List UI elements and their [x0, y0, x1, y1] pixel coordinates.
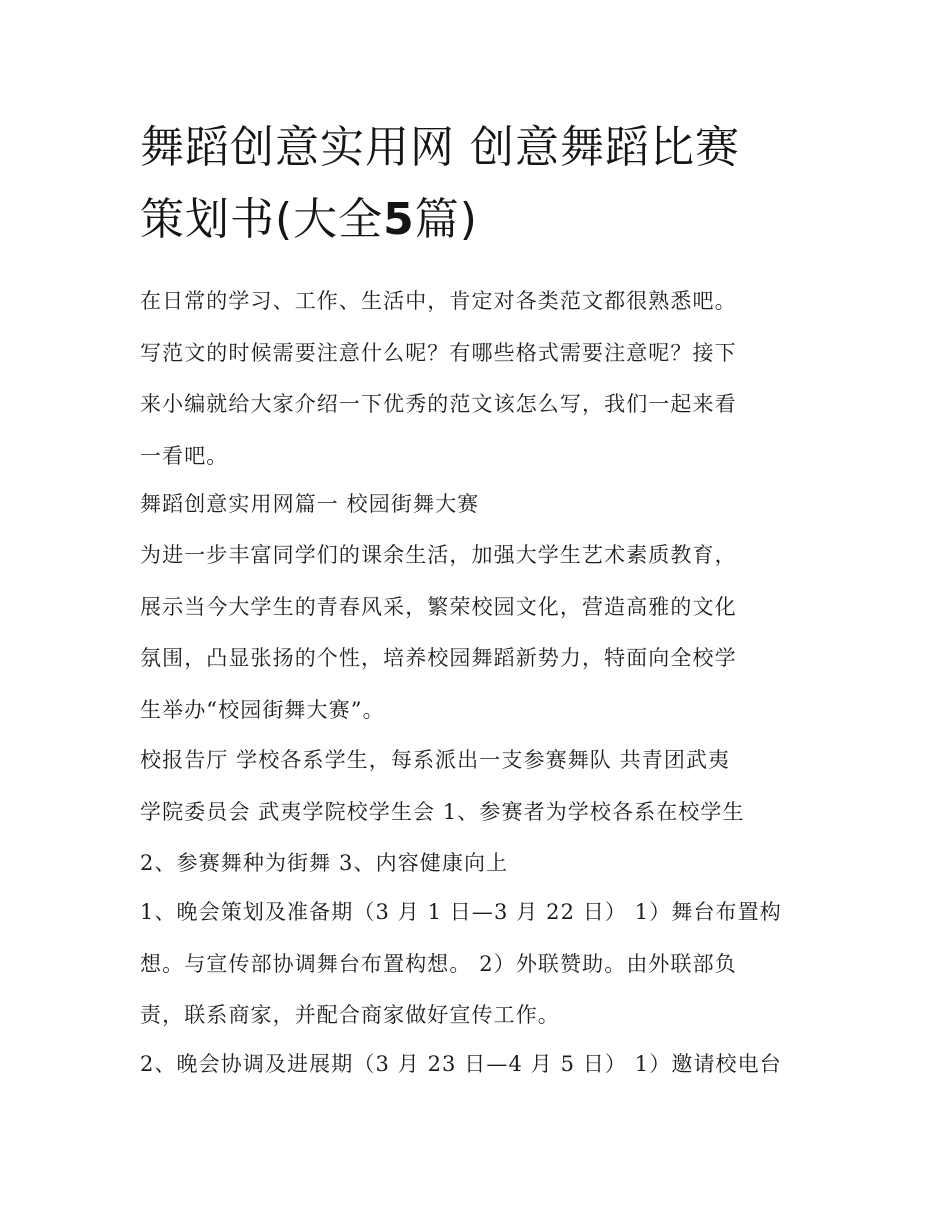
section-heading [140, 479, 830, 531]
section-heading-text: 舞蹈创意实用网篇一 校园街舞大赛 [140, 492, 480, 516]
organization-line: 学院委员会 武夷学院校学生会 1、参赛者为学校各系在校学生 [140, 799, 745, 824]
document-title [140, 112, 830, 256]
plan-stage-2-paragraph [140, 1039, 830, 1091]
purpose-line: 生举办“校园街舞大赛”。 [140, 697, 385, 722]
title-number: 5 [383, 194, 415, 245]
plan-stage-1-line: 1、晚会策划及准备期（3 月 1 日—3 月 22 日） 1）舞台布置构 [140, 900, 782, 924]
plan-stage-1-line: 想。与宣传部协调舞台布置构想。 2）外联赞助。由外联部负 [140, 951, 737, 976]
purpose-line: 为进一步丰富同学们的课余生活，加强大学生艺术素质教育， [140, 543, 737, 567]
title-suffix: 篇) [414, 194, 478, 245]
intro-line: 写范文的时候需要注意什么呢？有哪些格式需要注意呢？接下 [140, 340, 737, 365]
intro-line: 在日常的学习、工作、生活中，肯定对各类范文都很熟悉吧。 [140, 289, 737, 313]
organization-line: 校报告厅 学校各系学生，每系派出一支参赛舞队 共青团武夷 [140, 748, 731, 772]
plan-stage-2-line: 2、晚会协调及进展期（3 月 23 日—4 月 5 日） 1）邀请校电台 [140, 1052, 782, 1076]
purpose-line: 氛围，凸显张扬的个性，培养校园舞蹈新势力，特面向全校学 [140, 646, 737, 670]
plan-stage-1-line: 责，联系商家，并配合商家做好宣传工作。 [140, 1003, 560, 1027]
intro-line: 来小编就给大家介绍一下优秀的范文该怎么写，我们一起来看 [140, 392, 737, 416]
purpose-line: 展示当今大学生的青春风采，繁荣校园文化，营造高雅的文化 [140, 594, 737, 619]
organization-paragraph [140, 735, 830, 890]
title-line-1: 舞蹈创意实用网 创意舞蹈比赛 [140, 122, 740, 173]
intro-line: 一看吧。 [140, 443, 229, 468]
intro-paragraph [140, 276, 830, 482]
purpose-paragraph [140, 530, 830, 736]
title-line-2 [140, 184, 830, 256]
title-prefix: 策划书(大全 [140, 194, 384, 245]
organization-line: 2、参赛舞种为街舞 3、内容健康向上 [140, 851, 509, 875]
plan-stage-1-paragraph [140, 887, 830, 1042]
